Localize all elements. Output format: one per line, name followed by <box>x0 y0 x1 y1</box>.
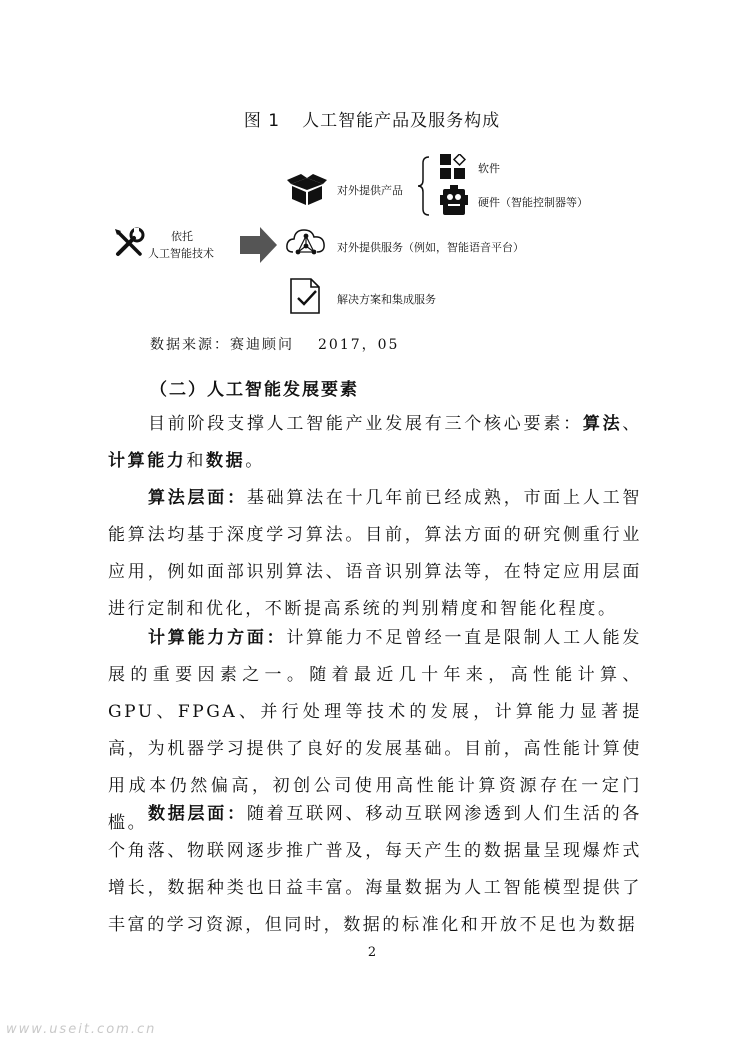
compute-title: 计算能力方面： <box>148 628 287 648</box>
watermark: www.useit.com.cn <box>6 1022 157 1037</box>
branch-software: 软件 <box>478 162 500 175</box>
software-apps-icon <box>440 154 466 180</box>
branch-solutions: 解决方案和集成服务 <box>337 293 436 306</box>
document-check-icon <box>289 277 323 315</box>
intro-keyword-algorithm: 算法 <box>582 414 623 434</box>
section-heading: （二）人工智能发展要素 <box>150 380 359 400</box>
branch-products: 对外提供产品 <box>337 184 403 197</box>
data-title: 数据层面： <box>148 804 247 824</box>
data-text: 随着互联网、移动互联网渗透到人们生活的各个角落、物联网逐步推广普及，每天产生的数据量呈现爆炸式增长，数据种类也日益丰富。海量数据为人工智能模型提供了丰富的学习资源，但同时，数据的标准化和开放不足也为数据 <box>108 804 643 935</box>
compute-text: 计算能力不足曾经一直是限制人工人能发展的重要因素之一。随着最近几十年来，高性能计算、GPU、FPGA、并行处理等技术的发展，计算能力显著提高，为机器学习提供了良好的发展基础。目前，高性能计算使用成本仍然偏高，初创公司使用高性能计算资源存在一定门槛。 <box>108 628 642 833</box>
cloud-network-icon <box>285 224 327 258</box>
algorithm-title: 算法层面： <box>148 488 247 508</box>
figure-source <box>150 334 399 354</box>
intro-keyword-compute: 计算能力 <box>108 451 187 471</box>
branch-services: 对外提供服务（例如，智能语音平台） <box>337 241 524 254</box>
intro-and: 和 <box>186 451 207 471</box>
figure-number: 图 1 <box>243 111 281 131</box>
algorithm-text: 基础算法在十几年前已经成熟，市面上人工智能算法均基于深度学习算法。目前，算法方面的研究侧重行业应用，例如面部识别算法、语音识别算法等，在特定应用层面进行定制和优化，不断提高系统的判别精度和智能化程度。 <box>108 488 643 619</box>
left-label-line2: 人工智能技术 <box>148 247 214 260</box>
intro-end: 。 <box>245 451 265 471</box>
intro-text: 目前阶段支撑人工智能产业发展有三个核心要素： <box>148 414 583 434</box>
page-number: 2 <box>367 945 377 960</box>
left-label-line1: 依托 <box>171 230 193 243</box>
source-date: 2017，05 <box>318 337 400 353</box>
algorithm-paragraph <box>108 480 642 628</box>
data-paragraph <box>108 796 642 944</box>
box-icon <box>287 174 327 206</box>
intro-paragraph <box>108 406 642 480</box>
figure-diagram <box>0 0 744 330</box>
robot-icon <box>440 185 468 217</box>
source-label: 数据来源：赛迪顾问 <box>150 337 294 353</box>
brace-icon <box>417 155 431 217</box>
intro-keyword-data: 数据 <box>206 451 246 471</box>
tools-icon <box>112 226 146 260</box>
intro-separator: 、 <box>622 414 643 434</box>
figure-caption: 人工智能产品及服务构成 <box>302 111 501 131</box>
arrow-right-icon <box>240 225 278 265</box>
branch-hardware: 硬件（智能控制器等） <box>478 196 588 209</box>
